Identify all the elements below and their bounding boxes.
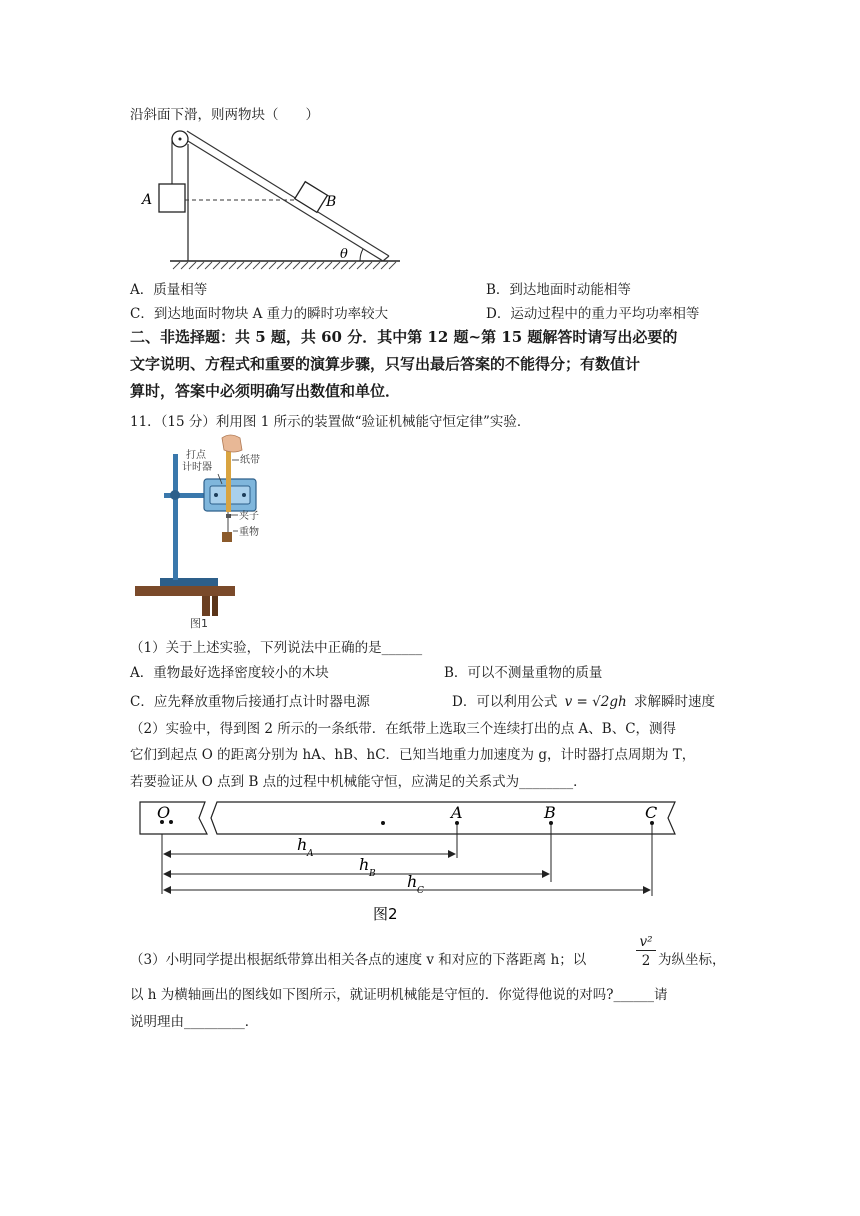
q11-stem: 11．（15 分）利用图 1 所示的装置做“验证机械能守恒定律”实验．	[130, 414, 531, 430]
label-hc: h	[407, 872, 418, 891]
incline-figure	[135, 126, 405, 272]
hand-icon	[222, 435, 242, 452]
label-b: B	[326, 194, 337, 210]
point-a: A	[451, 803, 463, 822]
q11-part2-line3: 若要验证从 O 点到 B 点的过程中机械能守恒，应满足的关系式为________．	[130, 774, 587, 790]
label-a: A	[142, 192, 153, 208]
speed-formula: v = √2gh	[564, 694, 627, 710]
label-weight: 重物	[239, 527, 259, 538]
weight-block	[222, 532, 232, 542]
section2-line1: 二、非选择题：共 5 题，共 60 分．其中第 12 题~第 15 题解答时请写出必要的	[130, 328, 678, 346]
q11-part3-line2: 以 h 为横轴画出的图线如下图所示，就证明机械能是守恒的．你觉得他说的对吗?______请	[130, 987, 668, 1003]
q11-part2-line1: （2）实验中，得到图 2 所示的一条纸带．在纸带上选取三个连续打出的点 A、B、C，测得	[130, 721, 677, 737]
svg-text:B: B	[369, 869, 376, 879]
label-tape: 纸带	[240, 455, 260, 466]
block-b	[295, 182, 328, 213]
q11-part1-option-c: C．应先释放重物后接通打点计时器电源	[130, 694, 370, 710]
incline-back	[187, 131, 389, 256]
apparatus-figure	[130, 432, 280, 632]
svg-text:C: C	[417, 886, 424, 896]
q11-part1-option-b: B．可以不测量重物的质量	[444, 665, 603, 681]
point-o: O	[157, 803, 171, 822]
q11-part3-line3: 说明理由_________．	[130, 1014, 259, 1030]
point-c: C	[645, 803, 658, 822]
q10-option-b: B．到达地面时动能相等	[486, 282, 631, 298]
fig2-caption: 图2	[373, 905, 398, 923]
q11-part1-option-a: A．重物最好选择密度较小的木块	[130, 665, 329, 681]
section2-line2: 文字说明、方程式和重要的演算步骤，只写出最后答案的不能得分；有数值计	[130, 355, 641, 373]
q11-part1-stem: （1）关于上述实验，下列说法中正确的是______	[130, 640, 423, 656]
section2-line3: 算时，答案中必须明确写出数值和单位．	[130, 382, 401, 400]
svg-text:A: A	[307, 849, 314, 859]
label-timer-1: 打点	[186, 450, 206, 461]
q10-option-d: D．运动过程中的重力平均功率相等	[486, 306, 700, 322]
q10-option-c: C．到达地面时物块 A 重力的瞬时功率较大	[130, 306, 389, 322]
angle-arc	[360, 249, 363, 261]
paper-tape	[226, 450, 231, 512]
label-clip: 夹子	[239, 511, 259, 522]
q11-part1-option-d: D．可以利用公式 v = √2gh 求解瞬时速度	[452, 694, 715, 710]
tape-segment-left	[140, 802, 207, 834]
fig1-caption: 图1	[190, 617, 208, 630]
point-b: B	[544, 803, 556, 822]
q10-stem-tail: 沿斜面下滑，则两物块（ ）	[130, 107, 319, 123]
q11-part3-line1a: （3）小明同学提出根据纸带算出相关各点的速度 v 和对应的下落距离 h；以	[130, 952, 587, 968]
table-top	[135, 586, 235, 596]
label-ha: h	[297, 835, 308, 854]
block-a	[159, 184, 185, 212]
stand-base	[160, 578, 218, 586]
clip	[226, 514, 231, 518]
label-theta: θ	[340, 247, 348, 262]
tape-segment-right	[211, 802, 675, 834]
label-hb: h	[359, 855, 370, 874]
fraction-numerator: v²	[636, 934, 656, 951]
q10-option-a: A．质量相等	[130, 282, 208, 298]
stand-rod	[173, 454, 178, 580]
tape-figure	[135, 796, 685, 926]
ground-hatch	[173, 262, 396, 269]
label-timer-2: 计时器	[182, 462, 212, 473]
q11-part3-line1b: 为纵坐标，	[658, 952, 726, 968]
fraction-denominator: 2	[641, 953, 651, 969]
q11-part2-line2: 它们到起点 O 的距离分别为 hA、hB、hC．已知当地重力加速度为 g，计时器打点周期为 T，	[130, 747, 696, 763]
